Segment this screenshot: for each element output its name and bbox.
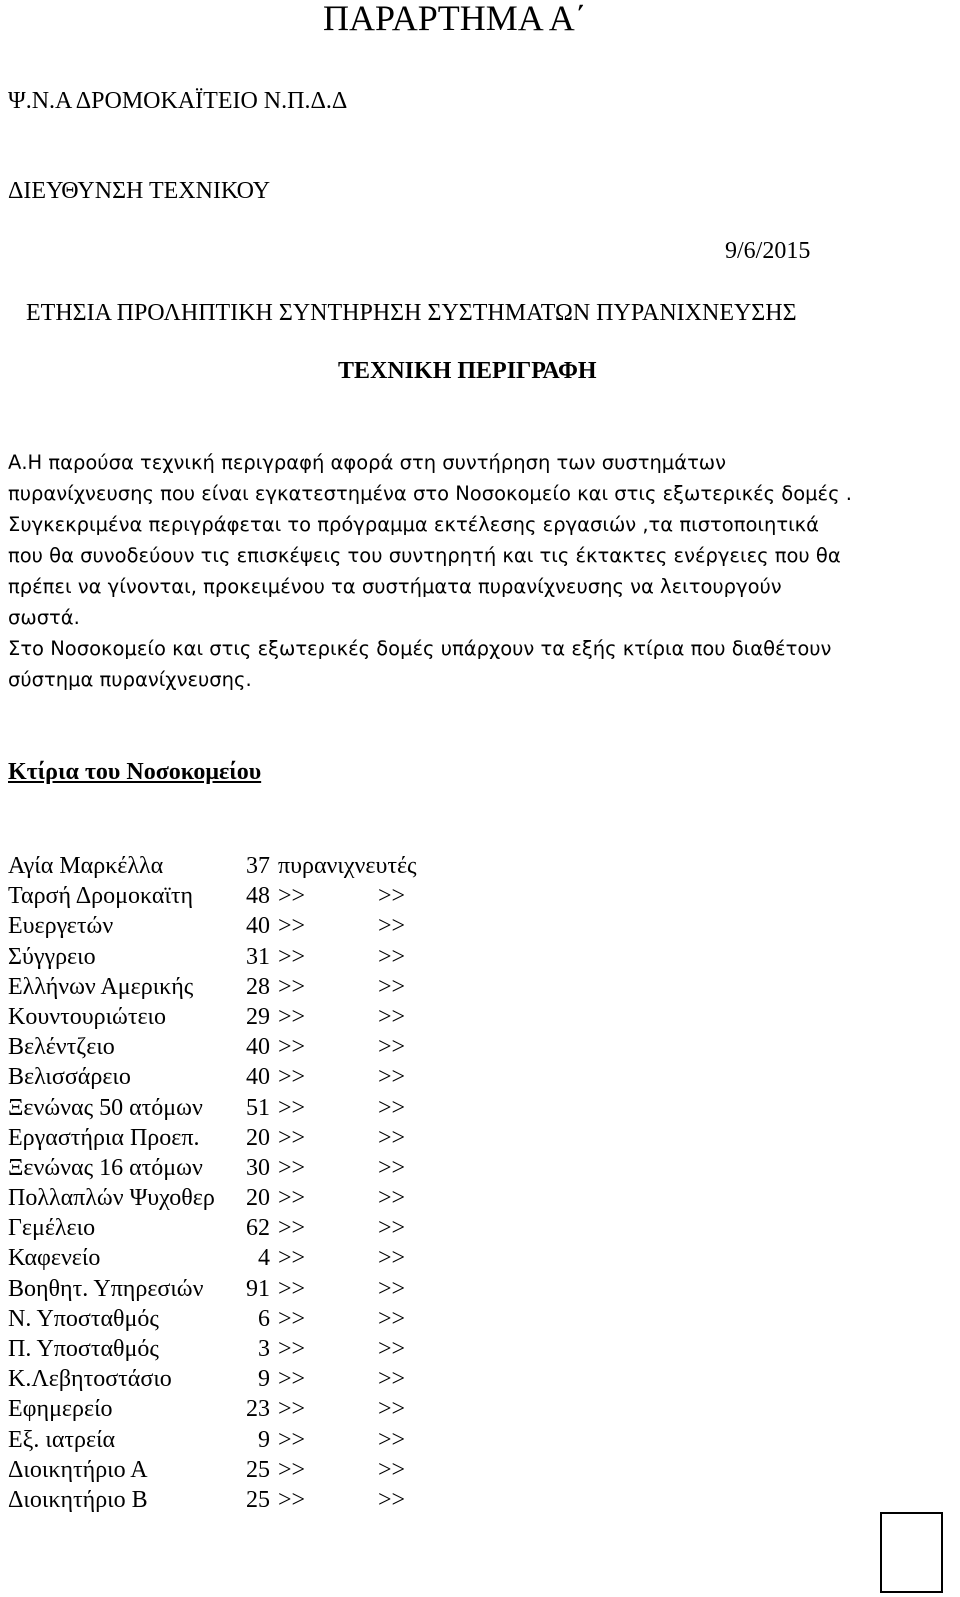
ditto-mark: >> <box>278 1064 306 1091</box>
ditto-mark: >> <box>378 1426 406 1453</box>
document-subheading: ΤΕΧΝΙΚΗ ΠΕΡΙΓΡΑΦΗ <box>338 358 597 384</box>
paragraph-line: Α.Η παρούσα τεχνική περιγραφή αφορά στη συντήρηση των συστημάτων <box>8 451 727 474</box>
ditto-mark: >> <box>378 1094 406 1121</box>
building-name: Κουντουριώτειο <box>8 1003 167 1030</box>
detector-count: 40 <box>246 1034 270 1061</box>
detector-count: 20 <box>246 1124 270 1151</box>
detector-count: 62 <box>246 1215 270 1242</box>
detector-count: 30 <box>246 1154 270 1181</box>
building-name: Ελλήνων Αμερικής <box>8 973 194 1000</box>
department-name: ΔΙΕΥΘΥΝΣΗ ΤΕΧΝΙΚΟΥ <box>8 178 271 204</box>
paragraph-line: σύστημα πυρανίχνευσης. <box>8 668 252 691</box>
detector-count: 23 <box>246 1396 270 1423</box>
ditto-mark: >> <box>378 1245 406 1272</box>
ditto-mark: >> <box>278 1396 306 1423</box>
ditto-mark: >> <box>378 1124 406 1151</box>
detector-count: 51 <box>246 1094 270 1121</box>
ditto-mark: >> <box>278 1305 306 1332</box>
ditto-mark: >> <box>378 1064 406 1091</box>
detector-count: 9 <box>258 1426 270 1453</box>
detector-count: 4 <box>258 1245 270 1272</box>
paragraph-line: Στο Νοσοκομείο και στις εξωτερικές δομές υπάρχουν τα εξής κτίρια που διαθέτουν <box>8 637 832 660</box>
ditto-mark: >> <box>378 1486 406 1513</box>
ditto-mark: >> <box>278 1426 306 1453</box>
building-name: Π. Υποσταθμός <box>8 1336 159 1362</box>
detector-count: 3 <box>258 1336 270 1362</box>
detector-count: 25 <box>246 1486 270 1513</box>
building-name: Καφενείο <box>8 1245 101 1272</box>
ditto-mark: >> <box>378 1154 406 1181</box>
building-name: Πολλαπλών Ψυχοθερ <box>8 1185 215 1212</box>
detector-count: 28 <box>246 973 270 1000</box>
detector-count: 91 <box>246 1275 270 1302</box>
ditto-mark: >> <box>278 1034 306 1061</box>
ditto-mark: >> <box>378 883 406 910</box>
detector-count: 25 <box>246 1456 270 1483</box>
building-name: Εφημερείο <box>8 1396 113 1423</box>
ditto-mark: >> <box>378 1003 406 1030</box>
document-heading: ΕΤΗΣΙΑ ΠΡΟΛΗΠΤΙΚΗ ΣΥΝΤΗΡΗΣΗ ΣΥΣΤΗΜΑΤΩΝ ΠΥΡΑΝΙΧΝΕΥΣΗΣ <box>26 300 797 326</box>
corner-box <box>880 1512 943 1593</box>
ditto-mark: >> <box>278 1456 306 1483</box>
detector-count: 29 <box>246 1003 270 1030</box>
building-name: Ταρσή Δρομοκαϊτη <box>8 883 194 910</box>
building-name: Ξενώνας 50 ατόμων <box>8 1094 203 1121</box>
ditto-mark: >> <box>378 1336 406 1362</box>
ditto-mark: >> <box>278 1003 306 1030</box>
buildings-section-title: Κτίρια του Νοσοκομείου <box>8 759 262 785</box>
ditto-mark: >> <box>278 1094 306 1121</box>
building-name: Αγία Μαρκέλλα <box>8 853 164 879</box>
building-name: Διοικητήριο Β <box>8 1486 148 1513</box>
page-title: ΠΑΡΑΡΤΗΜΑ Α΄ <box>323 0 587 38</box>
ditto-mark: >> <box>278 1215 306 1242</box>
building-name: Ευεργετών <box>8 913 114 940</box>
ditto-mark: >> <box>278 1185 306 1212</box>
ditto-mark: >> <box>278 1366 306 1393</box>
detector-count: 40 <box>246 1064 270 1091</box>
paragraph-line: Συγκεκριμένα περιγράφεται το πρόγραμμα εκτέλεσης εργασιών ,τα πιστοποιητικά <box>8 513 820 536</box>
ditto-mark: >> <box>378 1185 406 1212</box>
detector-count: 31 <box>246 943 270 970</box>
detector-count: 40 <box>246 913 270 940</box>
ditto-mark: >> <box>378 943 406 970</box>
building-name: Ξενώνας 16 ατόμων <box>8 1154 203 1181</box>
ditto-mark: >> <box>378 1396 406 1423</box>
ditto-mark: >> <box>278 913 306 940</box>
paragraph-line: σωστά. <box>8 606 80 629</box>
detector-unit-label: πυρανιχνευτές <box>278 853 417 879</box>
ditto-mark: >> <box>278 1245 306 1272</box>
ditto-mark: >> <box>278 943 306 970</box>
ditto-mark: >> <box>378 1456 406 1483</box>
ditto-mark: >> <box>378 1034 406 1061</box>
paragraph-line: που θα συνοδεύουν τις επισκέψεις του συντηρητή και τις έκτακτες ενέργειες που θα <box>8 544 841 567</box>
detector-count: 37 <box>246 853 270 879</box>
building-name: Βοηθητ. Υπηρεσιών <box>8 1275 204 1302</box>
ditto-mark: >> <box>278 973 306 1000</box>
ditto-mark: >> <box>378 973 406 1000</box>
document-date: 9/6/2015 <box>725 238 811 264</box>
ditto-mark: >> <box>278 1124 306 1151</box>
ditto-mark: >> <box>278 1275 306 1302</box>
detector-count: 20 <box>246 1185 270 1212</box>
ditto-mark: >> <box>278 1154 306 1181</box>
detector-count: 9 <box>258 1366 270 1393</box>
detector-count: 6 <box>258 1305 270 1332</box>
ditto-mark: >> <box>278 1486 306 1513</box>
ditto-mark: >> <box>378 1215 406 1242</box>
building-name: Ν. Υποσταθμός <box>8 1305 159 1332</box>
ditto-mark: >> <box>278 1336 306 1362</box>
paragraph-line: πυρανίχνευσης που είναι εγκατεστημένα στο Νοσοκομείο και στις εξωτερικές δομές . <box>8 482 852 505</box>
building-name: Γεμέλειο <box>8 1215 96 1242</box>
building-name: Βελέντζειο <box>8 1034 115 1061</box>
paragraph-line: πρέπει να γίνονται, προκειμένου τα συστήματα πυρανίχνευσης να λειτουργούν <box>8 575 782 598</box>
organization-name: Ψ.Ν.Α ΔΡΟΜΟΚΑΪΤΕΙΟ Ν.Π.Δ.Δ <box>8 88 348 114</box>
ditto-mark: >> <box>278 883 306 910</box>
ditto-mark: >> <box>378 1275 406 1302</box>
building-name: Εργαστήρια Προεπ. <box>8 1124 200 1151</box>
building-name: Κ.Λεβητοστάσιο <box>8 1366 172 1393</box>
building-name: Εξ. ιατρεία <box>8 1426 116 1453</box>
ditto-mark: >> <box>378 1366 406 1393</box>
building-name: Βελισσάρειο <box>8 1064 131 1091</box>
detector-count: 48 <box>246 883 270 910</box>
ditto-mark: >> <box>378 1305 406 1332</box>
ditto-mark: >> <box>378 913 406 940</box>
building-name: Σύγγρειο <box>8 943 96 970</box>
building-name: Διοικητήριο Α <box>8 1456 148 1483</box>
